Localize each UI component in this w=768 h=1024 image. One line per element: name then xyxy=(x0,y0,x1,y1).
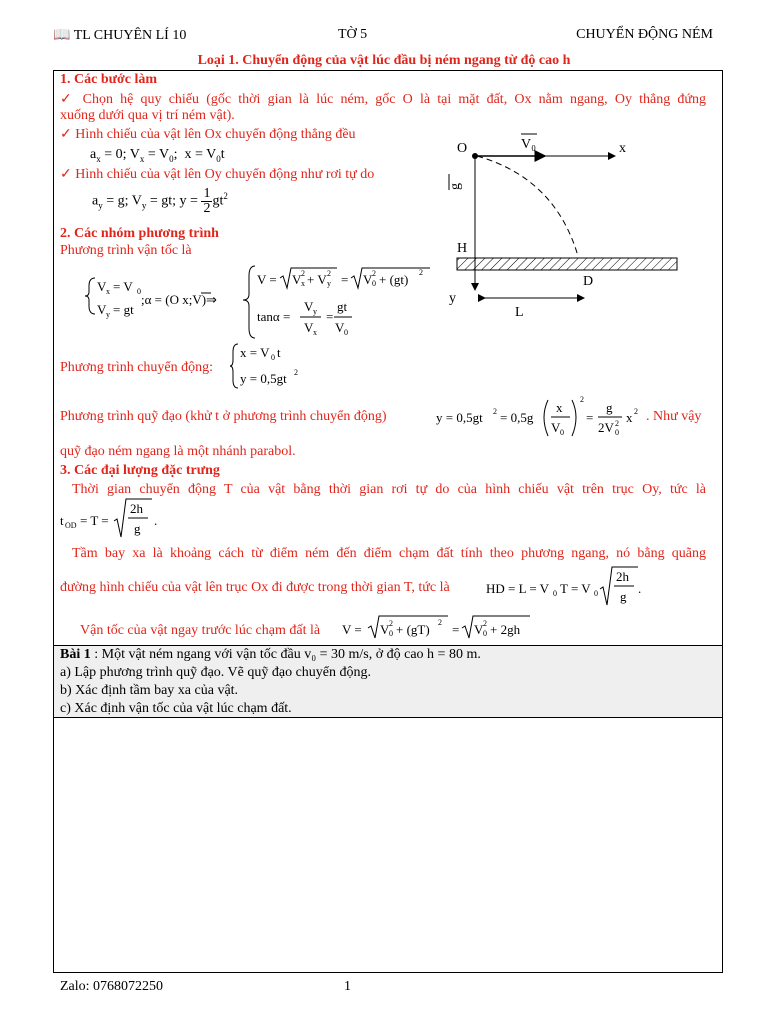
projectile-diagram xyxy=(445,128,685,323)
label-V0: V₀ xyxy=(521,137,536,152)
svg-text:2: 2 xyxy=(327,269,331,278)
time-equation xyxy=(60,497,170,543)
svg-text:0: 0 xyxy=(137,287,141,296)
svg-text:x: x xyxy=(106,287,110,296)
svg-text:V: V xyxy=(363,272,373,287)
ground xyxy=(457,258,677,270)
check-icon: ✓ xyxy=(60,167,72,182)
header-topic: CHUYỂN ĐỘNG NÉM xyxy=(576,27,713,42)
svg-text:OD: OD xyxy=(65,521,77,530)
svg-text:x: x xyxy=(556,400,563,415)
section2-heading: 2. Các nhóm phương trình xyxy=(60,226,219,241)
check-icon: ✓ xyxy=(60,127,72,142)
svg-text:V: V xyxy=(292,272,302,287)
section1-bullet1: ✓ Chọn hệ quy chiếu (gốc thời gian là lúc ném, gốc O là tại mặt đất, Ox nằm ngang, Oy thẳng đứng xyxy=(60,92,707,107)
svg-text:2: 2 xyxy=(294,368,298,377)
section3-heading: 3. Các đại lượng đặc trưng xyxy=(60,463,220,478)
trajectory-equation xyxy=(436,392,648,442)
speed-equation xyxy=(342,612,542,642)
svg-text:=: = xyxy=(586,410,594,425)
svg-text:0: 0 xyxy=(271,353,275,362)
label-y: y xyxy=(449,291,456,306)
svg-text:2: 2 xyxy=(419,268,423,277)
equation-x-motion: $a_x = 0$; $V_x = V_0$; $x = V_0t$ xyxy=(90,147,225,164)
svg-text:gt: gt xyxy=(337,299,348,314)
svg-text:2h: 2h xyxy=(130,501,143,516)
svg-text:2V: 2V xyxy=(598,420,614,435)
svg-text:;α = (O x;V)⇒: ;α = (O x;V)⇒ xyxy=(141,292,217,307)
svg-text:.: . xyxy=(638,581,642,596)
svg-text:tanα =: tanα = xyxy=(257,309,291,324)
svg-text:= V: = V xyxy=(113,279,133,294)
svg-text:0: 0 xyxy=(344,328,348,337)
footer-contact: Zalo: 0768072250 xyxy=(60,979,164,994)
svg-text:V: V xyxy=(97,279,107,294)
label-g: g xyxy=(448,183,463,190)
svg-text:2h: 2h xyxy=(616,569,629,584)
page-number: 1 xyxy=(344,979,351,994)
open-book-icon: 📖 xyxy=(53,28,71,43)
time-text: Thời gian chuyển động T của vật bằng thời gian rơi tự do của hình chiếu vật trên trục Oy, tức là xyxy=(72,482,706,497)
svg-text:= T =: = T = xyxy=(80,513,109,528)
header-sheet-number: TỜ 5 xyxy=(338,27,368,42)
range-equation xyxy=(486,563,646,609)
label-D: D xyxy=(583,274,594,289)
svg-text:2: 2 xyxy=(301,269,305,278)
svg-text:+ V: + V xyxy=(307,272,327,287)
svg-text:= gt: = gt xyxy=(113,302,134,317)
exercise-title: Bài 1 xyxy=(60,647,91,662)
label-O: O xyxy=(457,141,468,156)
svg-text:=: = xyxy=(341,272,349,287)
svg-text:=: = xyxy=(326,309,334,324)
svg-text:2: 2 xyxy=(615,419,619,428)
svg-text:+ (gT): + (gT) xyxy=(396,622,430,637)
exercise-part-a: a) Lập phương trình quỹ đạo. Vẽ quỹ đạo chuyển động. xyxy=(60,665,372,680)
svg-text:y: y xyxy=(106,310,110,319)
velocity-label: Phương trình vận tốc là xyxy=(60,243,192,258)
svg-text:y = 0,5gt: y = 0,5gt xyxy=(240,371,287,386)
svg-text:x = V: x = V xyxy=(240,345,270,360)
check-icon: ✓ xyxy=(60,92,76,107)
svg-text:+ 2gh: + 2gh xyxy=(490,622,521,637)
speed-text: Vận tốc của vật ngay trước lúc chạm đất là xyxy=(80,623,321,638)
label-L: L xyxy=(515,305,524,320)
section1-bullet3: ✓ Hình chiếu của vật lên Oy chuyển động như rơi tự do xyxy=(60,167,375,182)
svg-text:HD = L = V: HD = L = V xyxy=(486,581,550,596)
svg-text:T = V: T = V xyxy=(560,581,591,596)
svg-text:2: 2 xyxy=(493,407,497,416)
svg-text:0: 0 xyxy=(483,629,487,638)
svg-text:= 0,5g: = 0,5g xyxy=(500,410,534,425)
velocity-equation-system xyxy=(85,258,445,344)
svg-text:2: 2 xyxy=(483,619,487,628)
lesson-title: Loại 1. Chuyển động của vật lúc đầu bị ném ngang từ độ cao h xyxy=(197,53,571,68)
svg-text:=: = xyxy=(452,622,460,637)
svg-text:2: 2 xyxy=(438,618,442,627)
svg-text:2: 2 xyxy=(580,395,584,404)
motion-equation-system xyxy=(230,340,330,392)
svg-text:+ (gt): + (gt) xyxy=(379,272,409,287)
svg-text:V: V xyxy=(380,622,390,637)
svg-text:2: 2 xyxy=(372,269,376,278)
svg-text:0: 0 xyxy=(594,589,598,598)
svg-text:V: V xyxy=(304,299,314,314)
svg-text:x: x xyxy=(301,279,305,288)
section1-bullet1-cont: xuống dưới qua vị trí ném vật). xyxy=(60,108,235,123)
svg-text:g: g xyxy=(620,589,627,604)
svg-text:V: V xyxy=(304,320,314,335)
svg-text:V: V xyxy=(551,420,561,435)
svg-text:V: V xyxy=(97,302,107,317)
path-label: Phương trình quỹ đạo (khử t ở phương trình chuyển động) xyxy=(60,409,387,424)
svg-text:x: x xyxy=(626,410,633,425)
range-text: Tầm bay xa là khoảng cách từ điểm ném đến điểm chạm đất tính theo phương ngang, nó bằng quãng xyxy=(72,546,706,561)
svg-text:0: 0 xyxy=(553,589,557,598)
trajectory-curve xyxy=(477,156,578,256)
svg-text:g: g xyxy=(606,400,613,415)
label-H: H xyxy=(457,241,468,256)
exercise-intro: Bài 1 : Một vật ném ngang với vận tốc đầu v₀ = 30 m/s, ở độ cao h = 80 m. xyxy=(60,647,481,662)
svg-text:0: 0 xyxy=(389,629,393,638)
exercise-part-b: b) Xác định tầm bay xa của vật. xyxy=(60,683,239,698)
svg-text:y: y xyxy=(327,279,331,288)
svg-text:2: 2 xyxy=(389,619,393,628)
answer-area[interactable] xyxy=(53,717,723,973)
svg-text:t: t xyxy=(60,513,64,528)
svg-text:y = 0,5gt: y = 0,5gt xyxy=(436,410,483,425)
svg-text:V: V xyxy=(335,320,345,335)
motion-label: Phương trình chuyển động: xyxy=(60,360,214,375)
path-line2: quỹ đạo ném ngang là một nhánh parabol. xyxy=(60,444,296,459)
exercise-part-c: c) Xác định vận tốc của vật lúc chạm đất. xyxy=(60,701,292,716)
equation-y-motion: $a_y = g$; $V_y$ = gt; y = $\frac{1}{2}$ $gt^2$ xyxy=(92,186,228,216)
header-left xyxy=(53,27,186,44)
svg-text:t: t xyxy=(277,345,281,360)
svg-text:0: 0 xyxy=(560,428,564,437)
section1-bullet2: ✓ Hình chiếu của vật lên Ox chuyển động thẳng đều xyxy=(60,127,356,142)
svg-text:g: g xyxy=(134,521,141,536)
svg-text:2: 2 xyxy=(634,407,638,416)
svg-text:0: 0 xyxy=(615,428,619,437)
header-subject: TL CHUYÊN LÍ 10 xyxy=(73,28,187,43)
svg-text:x: x xyxy=(313,328,317,337)
label-x: x xyxy=(619,141,626,156)
svg-text:V =: V = xyxy=(257,272,277,287)
svg-text:0: 0 xyxy=(372,279,376,288)
svg-text:.: . xyxy=(154,513,158,528)
svg-text:y: y xyxy=(313,307,317,316)
path-tail: . Như vậy xyxy=(646,409,702,424)
range-text-cont: đường hình chiếu của vật lên trục Ox đi được trong thời gian T, tức là xyxy=(60,580,450,595)
svg-text:V: V xyxy=(474,622,484,637)
section1-heading: 1. Các bước làm xyxy=(60,72,158,87)
svg-text:V =: V = xyxy=(342,622,362,637)
